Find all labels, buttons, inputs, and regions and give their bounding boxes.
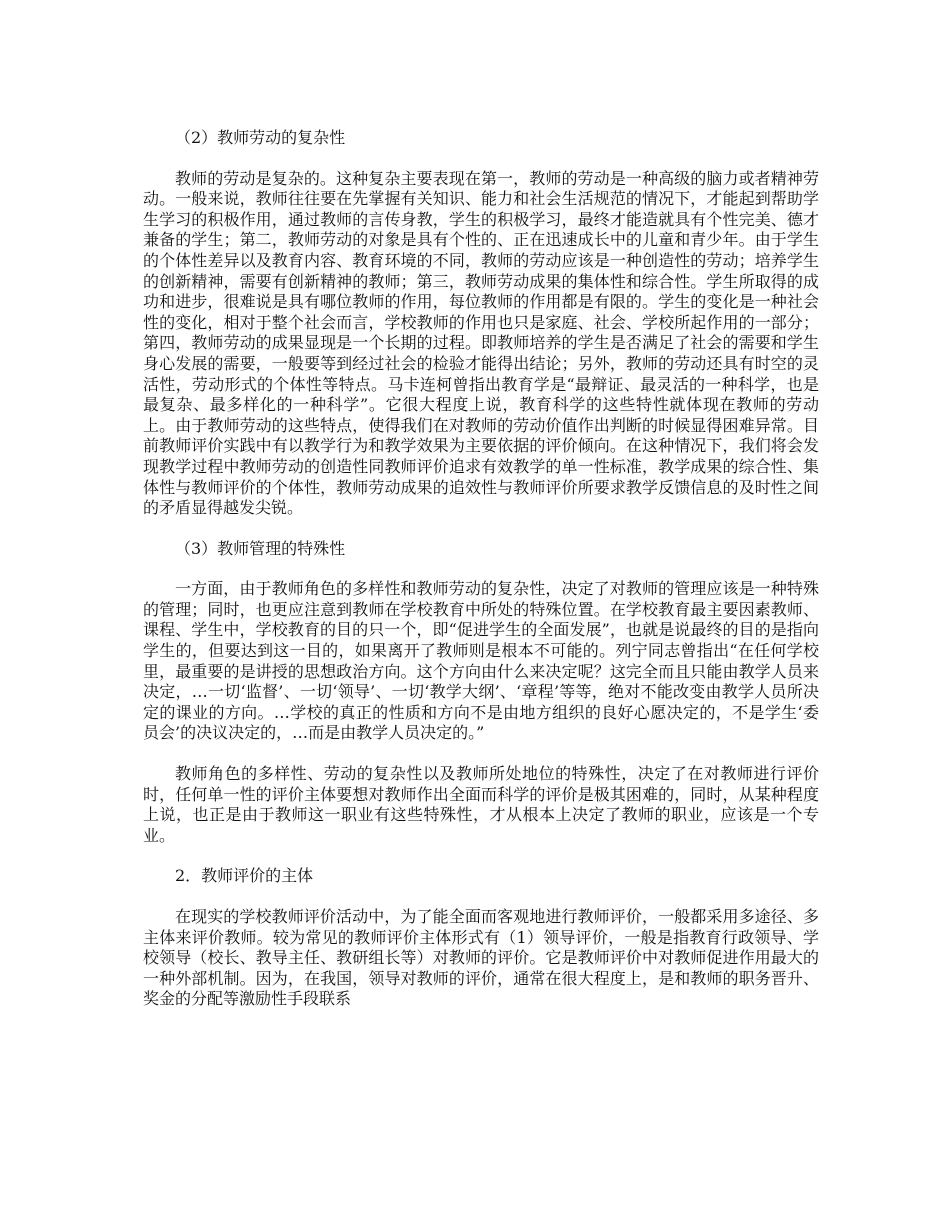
paragraph-management-particularity: 一方面，由于教师角色的多样性和教师劳动的复杂性，决定了对教师的管理应该是一种特殊的管理；同时，也更应注意到教师在学校教育中所处的特殊位置。在学校教育最主要因素教师、课程、学生中，学校教育的目的只一个，即“促进学生的全面发展”，也就是说最终的目的是指向学生的，但要达到这一目的，如果离开了教师则是根本不可能的。列宁同志曾指出“在任何学校里，最重要的是讲授的思想政治方向。这个方向由什么来决定呢？这完全而且只能由教学人员来决定，…一切‘监督’、一切‘领导’、一切‘教学大纲’、‘章程’等等，绝对不能改变由教学人员所决定的课业的方向。…学校的真正的性质和方向不是由地方组织的良好心愿决定的，不是学生‘委员会’的决议决定的，…而是由教学人员决定的。” — [143, 579, 819, 743]
document-page — [143, 128, 819, 1030]
section-heading-evaluation-subject: 2．教师评价的主体 — [175, 866, 314, 886]
paragraph-evaluation-difficulty: 教师角色的多样性、劳动的复杂性以及教师所处地位的特殊性，决定了在对教师进行评价时，任何单一性的评价主体要想对教师作出全面而科学的评价是极其困难的，同时，从某种程度上说，也正是由于教师这一职业有这些特殊性，才从根本上决定了教师的职业，应该是一个专业。 — [143, 764, 819, 845]
paragraph-evaluation-subject: 在现实的学校教师评价活动中，为了能全面而客观地进行教师评价，一般都采用多途径、多主体来评价教师。较为常见的教师评价主体形式有（1）领导评价，一般是指教育行政领导、学校领导（校长、教导主任、教研组长等）对教师的评价。它是教师评价中对教师促进作用最大的一种外部机制。因为，在我国，领导对教师的评价，通常在很大程度上，是和教师的职务晋升、奖金的分配等激励性手段联系 — [143, 907, 819, 1009]
section-heading-labor-complexity: （2）教师劳动的复杂性 — [175, 128, 346, 147]
section-heading-management-particularity: （3）教师管理的特殊性 — [175, 538, 346, 558]
paragraph-labor-complexity: 教师的劳动是复杂的。这种复杂主要表现在第一，教师的劳动是一种高级的脑力或者精神劳动。一般来说，教师往往要在先掌握有关知识、能力和社会生活规范的情况下，才能起到帮助学生学习的积极作用，通过教师的言传身教，学生的积极学习，最终才能造就具有个性完美、德才兼备的学生；第二，教师劳动的对象是具有个性的、正在迅速成长中的儿童和青少年。由于学生的个体性差异以及教育内容、教育环境的不同，教师的劳动应该是一种创造性的劳动；培养学生的创新精神，需要有创新精神的教师；第三，教师劳动成果的集体性和综合性。学生所取得的成功和进步，很难说是具有哪位教师的作用，每位教师的作用都是有限的。学生的变化是一种社会性的变化，相对于整个社会而言，学校教师的作用也只是家庭、社会、学校所起作用的一部分；第四，教师劳动的成果显现是一个长期的过程。即教师培养的学生是否满足了社会的需要和学生身心发展的需要，一般要等到经过社会的检验才能得出结论；另外，教师的劳动还具有时空的灵活性，劳动形式的个体性等特点。马卡连柯曾指出教育学是“最辩证、最灵活的一种科学，也是最复杂、最多样化的一种科学”。它很大程度上说，教育科学的这些特性就体现在教师的劳动上。由于教师劳动的这些特点，使得我们在对教师的劳动价值作出判断的时候显得困难异常。目前教师评价实践中有以教学行为和教学效果为主要依据的评价倾向。在这种情况下，我们将会发现教学过程中教师劳动的创造性同教师评价追求有效教学的单一性标准，教学成果的综合性、集体性与教师评价的个体性，教师劳动成果的追效性与教师评价所要求教学反馈信息的及时性之间的矛盾显得越发尖锐。 — [143, 168, 819, 518]
